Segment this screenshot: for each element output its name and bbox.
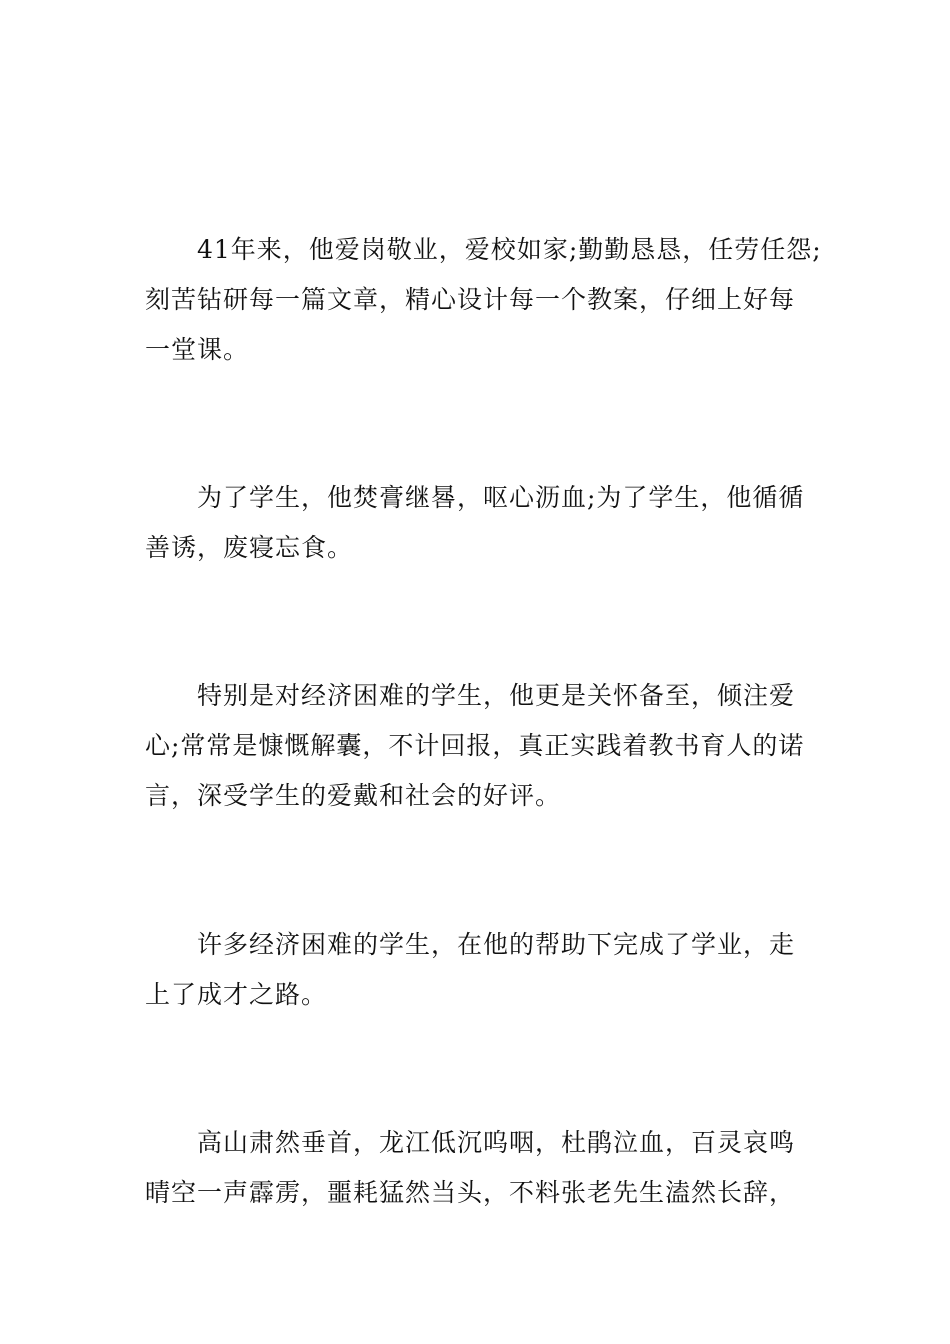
paragraph-line: 刻苦钻研每一篇文章，精心设计每一个教案，仔细上好每: [145, 285, 796, 314]
paragraph-line: 善诱，废寝忘食。: [145, 533, 354, 562]
paragraph-line: 为了学生，他焚膏继晷，呕心沥血;为了学生，他循循: [197, 483, 805, 512]
paragraph-line: 上了成才之路。: [145, 980, 328, 1009]
paragraph-line: 一堂课。: [145, 335, 250, 364]
paragraph-line: 特别是对经济困难的学生，他更是关怀备至，倾注爱: [197, 681, 796, 710]
paragraph-line: 41年来，他爱岗敬业，爱校如家;勤勤恳恳，任劳任怨;: [197, 235, 822, 264]
paragraph-line: 高山肃然垂首，龙江低沉呜咽，杜鹃泣血，百灵哀鸣: [197, 1128, 796, 1157]
paragraph-line: 心;常常是慷慨解囊，不计回报，真正实践着教书育人的诺: [145, 731, 805, 760]
paragraph-line: 晴空一声霹雳，噩耗猛然当头，不料张老先生溘然长辞，: [145, 1178, 796, 1207]
paragraph-line: 许多经济困难的学生，在他的帮助下完成了学业，走: [197, 930, 796, 959]
paragraph-line: 言，深受学生的爱戴和社会的好评。: [145, 781, 562, 810]
